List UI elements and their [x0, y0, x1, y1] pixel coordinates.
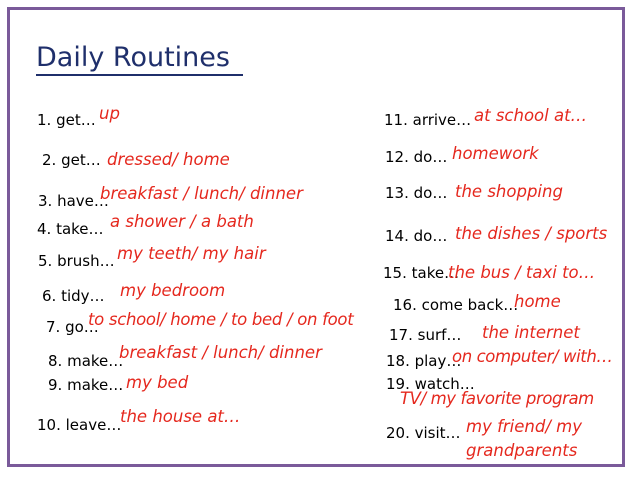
- item-6-answer: my bedroom: [120, 281, 226, 300]
- item-8-stem: 8. make…: [48, 352, 124, 370]
- item-4-answer: a shower / a bath: [110, 212, 254, 231]
- item-18-stem: 18. play…: [386, 352, 462, 370]
- item-17-answer: the internet: [482, 323, 580, 342]
- item-11-stem: 11. arrive…: [384, 111, 472, 129]
- item-13-stem: 13. do…: [385, 184, 448, 202]
- item-16-answer: home: [514, 292, 561, 311]
- item-19-stem: 19. watch…: [386, 375, 475, 393]
- item-18-answer: on computer/ with…: [452, 347, 613, 366]
- item-19-answer: TV/ my favorite program: [400, 389, 594, 408]
- item-1-answer: up: [99, 104, 120, 123]
- item-1-stem: 1. get…: [37, 111, 96, 129]
- item-17-stem: 17. surf…: [389, 326, 462, 344]
- item-2-answer: dressed/ home: [107, 150, 230, 169]
- item-6-stem: 6. tidy…: [42, 287, 105, 305]
- item-12-stem: 12. do…: [385, 148, 448, 166]
- item-13-answer: the shopping: [455, 182, 563, 201]
- item-10-stem: 10. leave…: [37, 416, 122, 434]
- item-14-answer: the dishes / sports: [455, 224, 608, 243]
- item-9-stem: 9. make…: [48, 376, 124, 394]
- item-20-stem: 20. visit…: [386, 424, 461, 442]
- item-15-answer: the bus / taxi to…: [448, 263, 596, 282]
- item-5-stem: 5. brush…: [38, 252, 115, 270]
- item-8-answer: breakfast / lunch/ dinner: [119, 343, 322, 362]
- item-20-answer-line-1: my friend/ my: [466, 417, 582, 436]
- page-title: Daily Routines: [36, 42, 230, 73]
- item-14-stem: 14. do…: [385, 227, 448, 245]
- item-4-stem: 4. take…: [37, 220, 104, 238]
- item-15-stem: 15. take…: [383, 264, 460, 282]
- item-16-stem: 16. come back…: [393, 296, 519, 314]
- item-7-stem: 7. go…: [46, 318, 99, 336]
- item-9-answer: my bed: [126, 373, 189, 392]
- item-7-answer: to school/ home / to bed / on foot: [88, 310, 354, 329]
- item-10-answer: the house at…: [120, 407, 241, 426]
- item-3-answer: breakfast / lunch/ dinner: [100, 184, 303, 203]
- title-underline: [36, 74, 243, 76]
- item-5-answer: my teeth/ my hair: [117, 244, 266, 263]
- item-3-stem: 3. have…: [38, 192, 109, 210]
- item-12-answer: homework: [452, 144, 539, 163]
- item-11-answer: at school at…: [474, 106, 588, 125]
- item-2-stem: 2. get…: [42, 151, 101, 169]
- item-20-answer-line-2: grandparents: [466, 441, 578, 460]
